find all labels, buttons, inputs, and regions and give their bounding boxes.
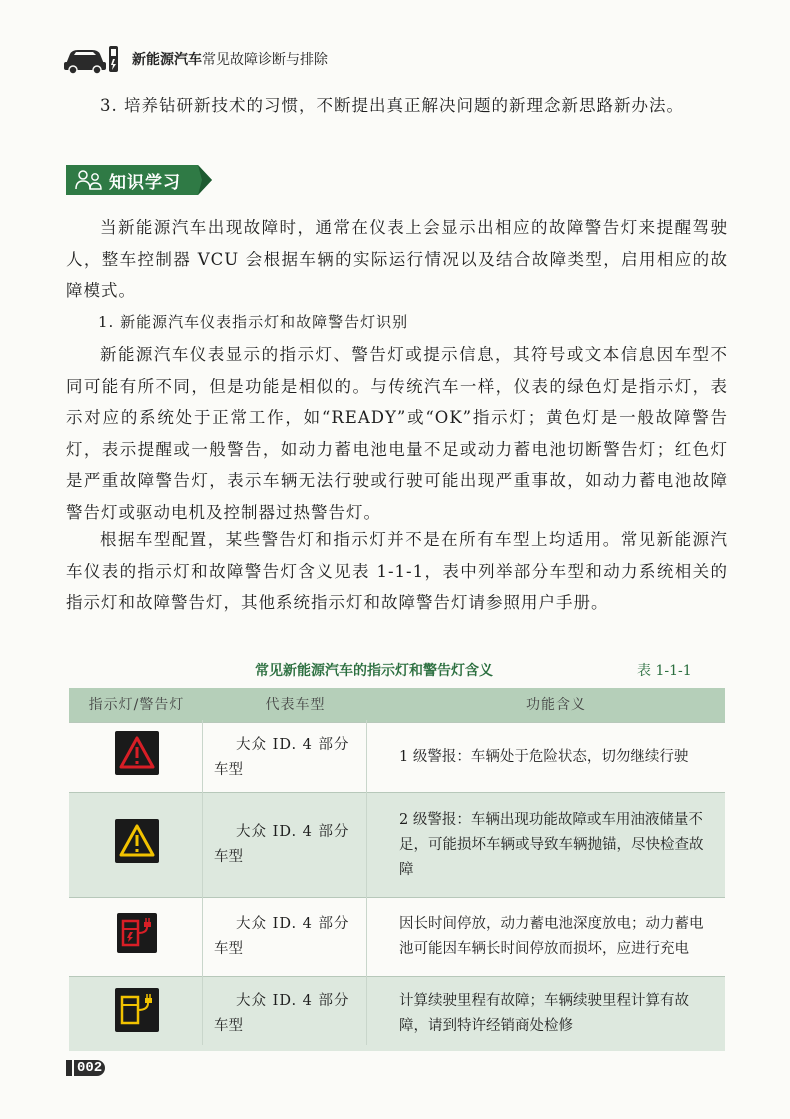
meaning-cell: 1 级警报：车辆处于危险状态，切勿继续行驶 bbox=[387, 723, 725, 793]
meaning-cell: 因长时间停放，动力蓄电池深度放电；动力蓄电池可能因车辆长时间停放而损坏，应进行充电 bbox=[387, 898, 725, 977]
model-cell: 大众 ID. 4 部分 车型 bbox=[204, 793, 387, 898]
model-cell: 大众 ID. 4 部分 车型 bbox=[204, 977, 387, 1052]
column-header-meaning: 功能含义 bbox=[387, 688, 725, 723]
people-icon bbox=[74, 169, 104, 191]
model-cell: 大众 ID. 4 部分 车型 bbox=[204, 723, 387, 793]
paragraph-1: 当新能源汽车出现故障时，通常在仪表上会显示出相应的故障警告灯来提醒驾驶人，整车控制器 VCU 会根据车辆的实际运行情况以及结合故障类型，启用相应的故障模式。 bbox=[66, 218, 728, 300]
table-row bbox=[69, 723, 725, 793]
column-header-model: 代表车型 bbox=[204, 688, 387, 723]
column-divider bbox=[202, 720, 203, 1045]
table-header-row bbox=[69, 688, 725, 723]
table-number: 表 1-1-1 bbox=[637, 663, 692, 679]
column-header-indicator: 指示灯/警告灯 bbox=[69, 688, 204, 723]
indicator-cell bbox=[69, 793, 204, 898]
page-number: 002 bbox=[66, 1060, 105, 1076]
table-row bbox=[69, 977, 725, 1052]
table-row bbox=[69, 793, 725, 898]
yellow-triangle-warning-icon bbox=[115, 819, 159, 863]
red-charging-plug-icon bbox=[117, 913, 157, 953]
indicator-cell bbox=[69, 898, 204, 977]
yellow-charging-plug-icon bbox=[115, 988, 159, 1032]
page-number-marker bbox=[66, 1060, 72, 1076]
paragraph-2: 新能源汽车仪表显示的指示灯、警告灯或提示信息，其符号或文本信息因车型不同可能有所不同，但是功能是相似的。与传统汽车一样，仪表的绿色灯是指示灯，表示对应的系统处于正常工作，如“READY”或“OK”指示灯；黄色灯是一般故障警告灯，表示提醒或一般警告，如动力蓄电池电量不足或动力蓄电池切断警告灯；红色灯是严重故障警告灯，表示车辆无法行驶或行驶可能出现严重事故，如动力蓄电池故障警告灯或驱动电机及控制器过热警告灯。 bbox=[66, 345, 728, 522]
meaning-cell: 2 级警报：车辆出现功能故障或车用油液储量不足，可能损坏车辆或导致车辆抛锚，尽快检查故障 bbox=[387, 793, 725, 898]
indicator-table bbox=[69, 688, 725, 1051]
column-divider bbox=[366, 720, 367, 1045]
subheading-1: 1. 新能源汽车仪表指示灯和故障警告灯识别 bbox=[98, 313, 409, 331]
intro-item-3: 3. 培养钻研新技术的习惯，不断提出真正解决问题的新理念新思路新办法。 bbox=[100, 96, 684, 115]
running-header bbox=[62, 42, 328, 76]
ev-car-icon bbox=[62, 42, 120, 76]
indicator-cell bbox=[69, 977, 204, 1052]
table-row bbox=[69, 898, 725, 977]
paragraph-3: 根据车型配置，某些警告灯和指示灯并不是在所有车型上均适用。常见新能源汽车仪表的指示灯和故障警告灯含义见表 1-1-1，表中列举部分车型和动力系统相关的指示灯和故障警告灯，其他系统指示灯和故障警告灯请参照用户手册。 bbox=[66, 530, 728, 612]
indicator-cell bbox=[69, 723, 204, 793]
section-title: 知识学习 bbox=[109, 173, 181, 193]
section-banner bbox=[66, 165, 212, 195]
red-triangle-warning-icon bbox=[115, 731, 159, 775]
book-title: 新能源汽车常见故障诊断与排除 bbox=[132, 52, 328, 68]
model-cell: 大众 ID. 4 部分 车型 bbox=[204, 898, 387, 977]
meaning-cell: 计算续驶里程有故障；车辆续驶里程计算有故障，请到特许经销商处检修 bbox=[387, 977, 725, 1052]
table-caption: 常见新能源汽车的指示灯和警告灯含义 bbox=[255, 663, 493, 679]
